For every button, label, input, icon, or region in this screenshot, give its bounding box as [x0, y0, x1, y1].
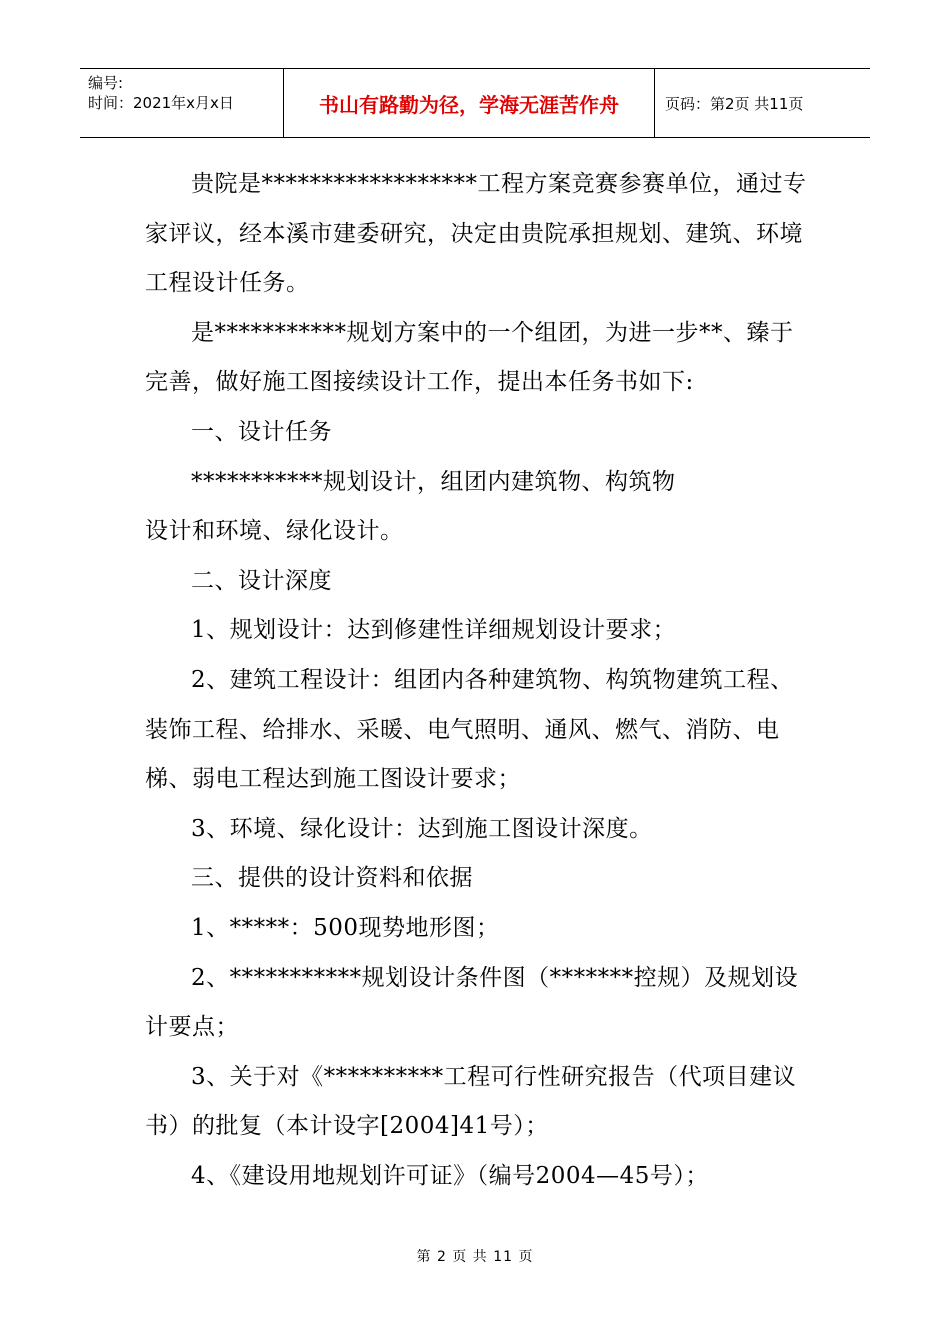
- header-page-info: 页码：第2页 共11页: [665, 94, 804, 113]
- page-footer: 第 2 页 共 11 页: [416, 1249, 534, 1265]
- list-item: 3、关于对《**********工程可行性研究报告（代项目建议书）的批复（本计设字[2004]41号）；: [145, 1063, 797, 1140]
- list-item: 1、规划设计：达到修建性详细规划设计要求；: [191, 617, 677, 644]
- section-heading-3: 三、提供的设计资料和依据: [191, 865, 473, 892]
- paragraph-task-line2: 设计和环境、绿化设计。: [145, 518, 404, 545]
- document-time-label: 时间：2021年x月x日: [88, 94, 234, 112]
- list-item: 4、《建设用地规划许可证》（编号2004—45号）；: [191, 1162, 709, 1189]
- list-item: 1、*****：500现势地形图；: [191, 914, 500, 941]
- section-heading-1: 一、设计任务: [191, 418, 332, 445]
- section-heading-2: 二、设计深度: [191, 567, 332, 594]
- document-body: [145, 160, 810, 1201]
- paragraph-intro: 贵院是******************工程方案竞赛参赛单位，通过专家评议，经本溪市建委研究，决定由贵院承担规划、建筑、环境工程设计任务。: [145, 171, 807, 297]
- header-motto: 书山有路勤为径，学海无涯苦作舟: [283, 69, 655, 137]
- header-table: [80, 68, 870, 138]
- list-item: 2、建筑工程设计：组团内各种建筑物、构筑物建筑工程、装饰工程、给排水、采暖、电气照明、通风、燃气、消防、电梯、弱电工程达到施工图设计要求；: [145, 666, 794, 793]
- paragraph-task-line1: ***********规划设计，组团内建筑物、构筑物: [191, 468, 676, 495]
- document-number-label: 编号:: [88, 74, 124, 92]
- paragraph-purpose: 是***********规划方案中的一个组团，为进一步**、臻于完善，做好施工图接续设计工作，提出本任务书如下:: [145, 319, 794, 396]
- list-item: 2、***********规划设计条件图（*******控规）及规划设计要点；: [145, 964, 799, 1041]
- list-item: 3、环境、绿化设计：达到施工图设计深度。: [191, 815, 653, 842]
- header-meta: [80, 69, 283, 137]
